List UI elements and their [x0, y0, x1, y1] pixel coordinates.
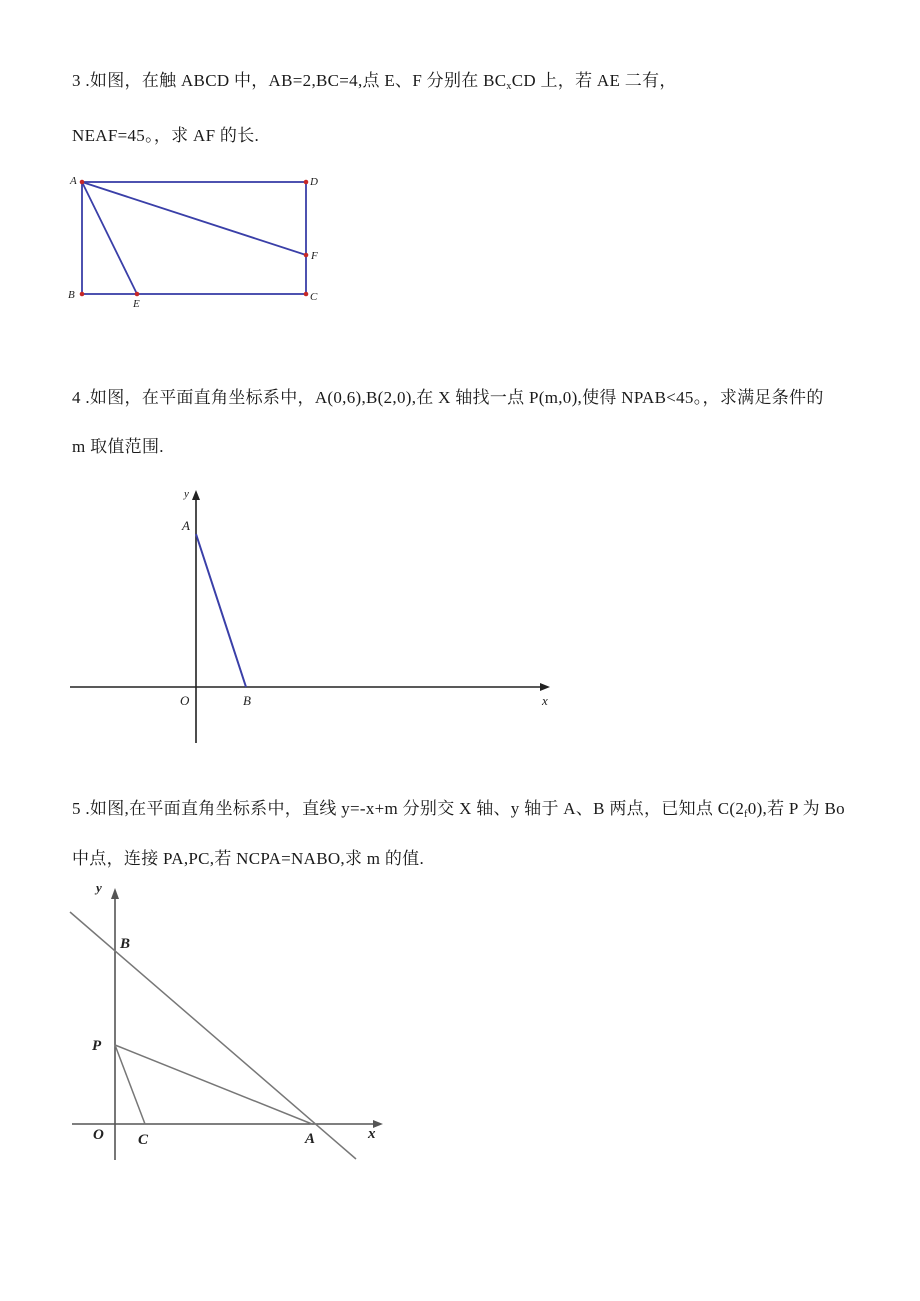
label-a: A: [305, 1131, 316, 1147]
problem-3-text-a: .如图，在触 ABCD 中，AB=2,BC=4,点 E、F 分别在 BC: [85, 71, 507, 90]
label-o: O: [93, 1127, 104, 1143]
label-a: A: [70, 175, 77, 187]
problem-5-line-2: 中点，连接 PA,PC,若 NCPA=NABO,求 m 的值.: [72, 849, 425, 868]
segment-pc: [115, 1045, 145, 1124]
label-b: B: [120, 936, 131, 952]
problem-4-number: 4: [72, 388, 81, 407]
problem-5-number: 5: [72, 799, 81, 818]
label-p: P: [92, 1038, 102, 1054]
label-a: A: [182, 518, 190, 533]
label-c: C: [138, 1132, 149, 1148]
segment-af: [82, 182, 306, 255]
problem-3-subscript: x: [506, 81, 512, 92]
label-x: x: [368, 1126, 376, 1142]
segment-ae: [82, 182, 137, 294]
point-f: [304, 253, 309, 258]
segment-ab: [196, 534, 246, 687]
x-axis-arrow-icon: [540, 683, 550, 691]
y-axis-arrow-icon: [192, 490, 200, 500]
label-e: E: [133, 298, 140, 310]
problem-4-figure: [60, 485, 560, 747]
problem-5-line-1: [72, 794, 845, 820]
label-o: O: [180, 693, 190, 708]
label-d: D: [310, 176, 318, 188]
problem-5-text-b: 0),若 P 为 Bo: [747, 799, 845, 818]
problem-4-line-2: m 取值范围.: [72, 437, 164, 456]
label-y: y: [184, 488, 189, 500]
rectangle-abcd: [82, 182, 306, 294]
problem-3-text-b: CD 上，若 AE 二有，: [511, 71, 677, 90]
point-c: [304, 292, 309, 297]
label-y: y: [96, 880, 102, 895]
line-ab: [70, 912, 356, 1159]
problem-5-text-a: .如图,在平面直角坐标系中，直线 y=-x+m 分别交 X 轴、y 轴于 A、B 两点，已知点 C(2: [85, 799, 745, 818]
label-c: C: [310, 291, 318, 303]
point-d: [304, 180, 309, 185]
problem-3-number: 3: [72, 71, 81, 90]
point-a: [80, 180, 85, 185]
y-axis-arrow-icon: [111, 888, 119, 899]
problem-4-text: .如图，在平面直角坐标系中，A(0,6),B(2,0),在 X 轴找一点 P(m,0),使得 NPAB<45。，求满足条件的: [85, 388, 824, 407]
problem-5-subscript: f: [744, 809, 748, 820]
problem-4-line-1: [72, 383, 824, 408]
problem-3-line-2: NEAF=45。，求 AF 的长.: [72, 126, 260, 145]
label-f: F: [311, 250, 318, 262]
point-e: [135, 292, 140, 297]
label-b: B: [68, 289, 75, 301]
segment-pa: [115, 1045, 312, 1124]
label-b: B: [243, 693, 251, 708]
problem-5-figure: [60, 876, 390, 1166]
point-b: [80, 292, 85, 297]
label-x: x: [542, 693, 548, 708]
problem-3-line-1: [72, 66, 677, 92]
problem-3-figure: [62, 170, 332, 315]
